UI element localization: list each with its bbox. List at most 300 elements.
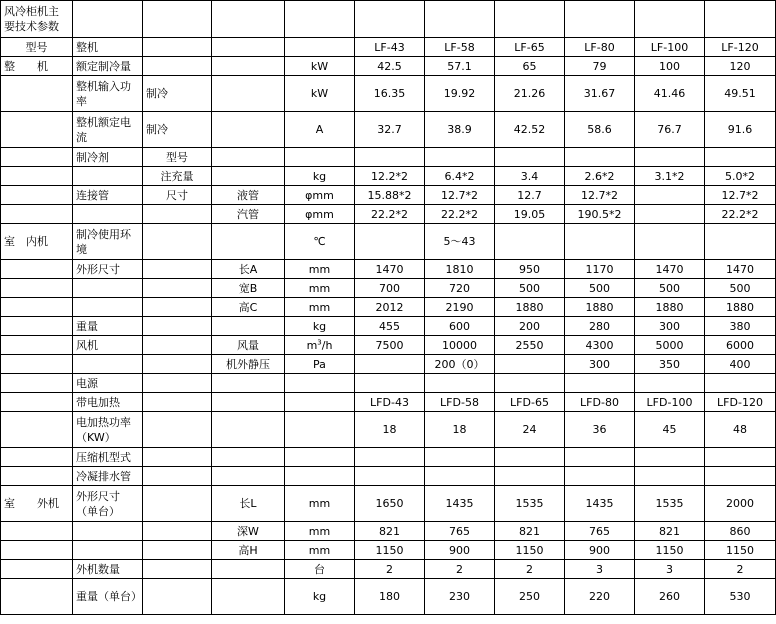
cell-sub-item [143,317,212,336]
cell-section [1,467,73,486]
cell-section [1,448,73,467]
cell-lf-43 [355,148,425,167]
cell-lf-100: LF-100 [635,38,705,57]
cell-lf-100 [635,205,705,224]
cell-item: 风机 [73,336,143,355]
cell-item: 额定制冷量 [73,57,143,76]
cell-lf-80: 1435 [565,486,635,522]
cell-item [73,522,143,541]
cell-sub-item: 注充量 [143,167,212,186]
cell-lf-58: 38.9 [425,112,495,148]
cell-lf-65 [495,467,565,486]
cell-unit: Pa [285,355,355,374]
cell-lf-120: 48 [705,412,776,448]
cell-sub-item [143,448,212,467]
cell-detail [212,412,285,448]
cell-detail [212,224,285,260]
cell-lf-65: 65 [495,57,565,76]
cell-lf-80 [565,224,635,260]
cell-unit: kg [285,317,355,336]
cell-sub-item [143,38,212,57]
cell-lf-43 [355,224,425,260]
cell-lf-58: 12.7*2 [425,186,495,205]
cell-section: 型号 [1,38,73,57]
cell-section [1,260,73,279]
cell-lf-120: LFD-120 [705,393,776,412]
table-row [1,167,776,186]
table-row [1,76,776,112]
cell-unit: mm [285,260,355,279]
cell-section [1,522,73,541]
cell-detail [212,76,285,112]
cell-lf-58: 1810 [425,260,495,279]
cell-lf-65: 250 [495,579,565,615]
cell-lf-80: 220 [565,579,635,615]
cell-lf-43 [355,355,425,374]
cell-section: 室 内机 [1,224,73,260]
cell-sub-item [143,579,212,615]
cell-detail: 长L [212,486,285,522]
cell-unit [285,374,355,393]
cell-detail: 长A [212,260,285,279]
cell-lf-120: LF-120 [705,38,776,57]
cell-lf-80 [565,1,635,38]
cell-unit: mm [285,522,355,541]
cell-section [1,541,73,560]
table-row [1,467,776,486]
cell-item: 冷凝排水管 [73,467,143,486]
cell-item: 连接管 [73,186,143,205]
cell-item: 重量（单台） [73,579,143,615]
cell-lf-120: 860 [705,522,776,541]
cell-lf-65: 19.05 [495,205,565,224]
cell-sub-item [143,1,212,38]
cell-lf-65: 2550 [495,336,565,355]
cell-section [1,393,73,412]
cell-lf-65: 1880 [495,298,565,317]
cell-section [1,317,73,336]
cell-detail: 宽B [212,279,285,298]
cell-section [1,560,73,579]
cell-detail [212,467,285,486]
cell-lf-100: 500 [635,279,705,298]
cell-lf-80: 900 [565,541,635,560]
cell-lf-58: 200（0） [425,355,495,374]
cell-lf-65 [495,448,565,467]
cell-unit: mm [285,541,355,560]
cell-sub-item [143,467,212,486]
cell-lf-43: 821 [355,522,425,541]
table-row [1,541,776,560]
cell-unit: mm [285,279,355,298]
cell-sub-item [143,522,212,541]
cell-lf-80: 1880 [565,298,635,317]
cell-lf-120: 91.6 [705,112,776,148]
cell-unit: A [285,112,355,148]
cell-lf-80: 280 [565,317,635,336]
cell-unit: φmm [285,186,355,205]
cell-unit [285,467,355,486]
cell-item: 整机输入功率 [73,76,143,112]
cell-lf-100: 45 [635,412,705,448]
cell-detail [212,148,285,167]
cell-lf-43: 1470 [355,260,425,279]
cell-lf-43: 180 [355,579,425,615]
cell-lf-58: 19.92 [425,76,495,112]
cell-item: 重量 [73,317,143,336]
cell-lf-43: 2 [355,560,425,579]
cell-unit [285,148,355,167]
cell-item [73,355,143,374]
cell-detail [212,393,285,412]
cell-lf-80: 4300 [565,336,635,355]
cell-sub-item [143,486,212,522]
cell-unit [285,412,355,448]
cell-lf-58 [425,448,495,467]
cell-lf-100: 3 [635,560,705,579]
cell-lf-58: 57.1 [425,57,495,76]
cell-lf-65: 3.4 [495,167,565,186]
cell-detail: 液管 [212,186,285,205]
cell-lf-65: 200 [495,317,565,336]
cell-lf-65: 821 [495,522,565,541]
cell-lf-100: 76.7 [635,112,705,148]
cell-detail [212,560,285,579]
cell-lf-58: 18 [425,412,495,448]
cell-lf-43: 1650 [355,486,425,522]
table-row [1,1,776,38]
cell-section [1,167,73,186]
cell-lf-58 [425,467,495,486]
table-row [1,355,776,374]
cell-detail: 高H [212,541,285,560]
cell-item: 制冷剂 [73,148,143,167]
cell-detail: 风量 [212,336,285,355]
cell-lf-120: 1150 [705,541,776,560]
cell-lf-80: 765 [565,522,635,541]
table-row [1,522,776,541]
cell-lf-80: 31.67 [565,76,635,112]
cell-lf-100: 41.46 [635,76,705,112]
cell-sub-item [143,224,212,260]
cell-lf-65: 500 [495,279,565,298]
cell-lf-43: 42.5 [355,57,425,76]
table-row [1,298,776,317]
cell-lf-80: LFD-80 [565,393,635,412]
cell-lf-43: LF-43 [355,38,425,57]
table-row [1,148,776,167]
cell-unit: kg [285,167,355,186]
table-row [1,560,776,579]
cell-lf-100 [635,448,705,467]
cell-lf-43: 455 [355,317,425,336]
cell-detail: 机外静压 [212,355,285,374]
cell-lf-65 [495,1,565,38]
cell-detail [212,579,285,615]
cell-lf-65: 21.26 [495,76,565,112]
cell-lf-65: 2 [495,560,565,579]
table-row [1,579,776,615]
table-row [1,186,776,205]
cell-lf-80: 300 [565,355,635,374]
cell-unit [285,38,355,57]
table-row [1,57,776,76]
cell-lf-80: 79 [565,57,635,76]
cell-lf-100: 300 [635,317,705,336]
cell-sub-item: 制冷 [143,112,212,148]
cell-lf-58 [425,1,495,38]
cell-lf-80 [565,148,635,167]
cell-lf-65 [495,374,565,393]
cell-section: 风冷柜机主要技术参数 [1,1,73,38]
cell-lf-80: 3 [565,560,635,579]
cell-lf-120: 5.0*2 [705,167,776,186]
cell-lf-65: 1150 [495,541,565,560]
cell-lf-120 [705,448,776,467]
cell-lf-80 [565,467,635,486]
cell-sub-item [143,336,212,355]
cell-lf-58: 2 [425,560,495,579]
cell-lf-65: 24 [495,412,565,448]
cell-lf-43: 22.2*2 [355,205,425,224]
cell-section: 整 机 [1,57,73,76]
cell-unit: $m^3/h$ [285,336,355,355]
cell-detail [212,167,285,186]
cell-section [1,579,73,615]
cell-lf-100 [635,148,705,167]
table-row [1,279,776,298]
cell-section [1,112,73,148]
cell-lf-65: LFD-65 [495,393,565,412]
cell-lf-43: 1150 [355,541,425,560]
cell-lf-65: LF-65 [495,38,565,57]
cell-section [1,374,73,393]
cell-unit: φmm [285,205,355,224]
cell-lf-100: 1880 [635,298,705,317]
cell-lf-43 [355,467,425,486]
cell-item [73,541,143,560]
cell-lf-58: 720 [425,279,495,298]
cell-sub-item [143,279,212,298]
cell-lf-120 [705,467,776,486]
cell-unit [285,448,355,467]
cell-lf-58: 600 [425,317,495,336]
cell-lf-120: 400 [705,355,776,374]
cell-lf-100: LFD-100 [635,393,705,412]
cell-lf-58 [425,148,495,167]
cell-lf-58 [425,374,495,393]
cell-lf-100: 100 [635,57,705,76]
cell-item: 压缩机型式 [73,448,143,467]
cell-item: 整机额定电流 [73,112,143,148]
cell-item: 电加热功率（KW） [73,412,143,448]
cell-lf-80: 36 [565,412,635,448]
cell-lf-80: LF-80 [565,38,635,57]
cell-lf-80 [565,448,635,467]
cell-lf-65 [495,148,565,167]
cell-lf-120: 530 [705,579,776,615]
cell-sub-item [143,298,212,317]
cell-lf-80: 1170 [565,260,635,279]
cell-item: 外机数量 [73,560,143,579]
cell-unit: kg [285,579,355,615]
cell-item [73,167,143,186]
cell-detail: 深W [212,522,285,541]
cell-lf-58: LFD-58 [425,393,495,412]
cell-detail [212,317,285,336]
cell-detail [212,38,285,57]
cell-detail [212,57,285,76]
cell-unit [285,1,355,38]
cell-lf-58: 900 [425,541,495,560]
cell-item: 带电加热 [73,393,143,412]
cell-lf-43 [355,448,425,467]
cell-unit: 台 [285,560,355,579]
cell-section: 室 外机 [1,486,73,522]
table-row [1,205,776,224]
cell-section [1,186,73,205]
cell-lf-120: 6000 [705,336,776,355]
cell-lf-100: 350 [635,355,705,374]
cell-lf-100: 3.1*2 [635,167,705,186]
table-row [1,38,776,57]
cell-lf-43: 18 [355,412,425,448]
cell-sub-item [143,374,212,393]
table-row [1,112,776,148]
cell-lf-120: 120 [705,57,776,76]
cell-unit: ℃ [285,224,355,260]
cell-lf-100: 821 [635,522,705,541]
table-row [1,486,776,522]
cell-lf-65 [495,355,565,374]
cell-item: 电源 [73,374,143,393]
cell-lf-120: 49.51 [705,76,776,112]
cell-section [1,355,73,374]
cell-sub-item: 尺寸 [143,186,212,205]
table-row [1,260,776,279]
cell-lf-43: 16.35 [355,76,425,112]
cell-item [73,205,143,224]
cell-lf-58: 1435 [425,486,495,522]
table-row [1,317,776,336]
cell-lf-58: 230 [425,579,495,615]
cell-sub-item [143,560,212,579]
cell-item [73,1,143,38]
cell-unit: kW [285,57,355,76]
cell-sub-item: 制冷 [143,76,212,112]
cell-lf-120: 380 [705,317,776,336]
spec-table-body [1,1,776,615]
cell-lf-43: LFD-43 [355,393,425,412]
cell-lf-120: 1470 [705,260,776,279]
cell-lf-43: 2012 [355,298,425,317]
cell-section [1,76,73,112]
cell-lf-43: 15.88*2 [355,186,425,205]
cell-lf-100 [635,374,705,393]
cell-lf-120: 2000 [705,486,776,522]
cell-lf-43 [355,1,425,38]
cell-section [1,412,73,448]
cell-item: 整机 [73,38,143,57]
table-row [1,393,776,412]
cell-sub-item [143,412,212,448]
cell-lf-120: 2 [705,560,776,579]
cell-detail [212,112,285,148]
cell-lf-65: 12.7 [495,186,565,205]
cell-lf-120 [705,224,776,260]
cell-lf-58: LF-58 [425,38,495,57]
cell-lf-100: 1150 [635,541,705,560]
cell-lf-80: 58.6 [565,112,635,148]
cell-lf-100 [635,1,705,38]
cell-lf-100 [635,186,705,205]
cell-sub-item [143,355,212,374]
cell-item: 外形尺寸（单台） [73,486,143,522]
cell-lf-65: 950 [495,260,565,279]
cell-detail: 汽管 [212,205,285,224]
cell-lf-58: 6.4*2 [425,167,495,186]
cell-lf-120: 12.7*2 [705,186,776,205]
cell-lf-58: 5～43 [425,224,495,260]
cell-detail [212,374,285,393]
cell-lf-43: 12.2*2 [355,167,425,186]
cell-item [73,279,143,298]
cell-sub-item [143,541,212,560]
cell-detail: 高C [212,298,285,317]
cell-lf-120 [705,148,776,167]
cell-lf-120: 500 [705,279,776,298]
cell-lf-80: 500 [565,279,635,298]
cell-lf-120: 22.2*2 [705,205,776,224]
table-row [1,224,776,260]
cell-lf-65: 42.52 [495,112,565,148]
cell-item: 外形尺寸 [73,260,143,279]
cell-lf-65: 1535 [495,486,565,522]
cell-lf-43: 32.7 [355,112,425,148]
cell-lf-100 [635,467,705,486]
cell-sub-item [143,205,212,224]
cell-section [1,205,73,224]
table-row [1,448,776,467]
cell-detail [212,448,285,467]
cell-unit: mm [285,298,355,317]
table-row [1,336,776,355]
cell-lf-80: 2.6*2 [565,167,635,186]
cell-sub-item [143,393,212,412]
cell-unit: kW [285,76,355,112]
cell-lf-80 [565,374,635,393]
table-row [1,412,776,448]
cell-lf-58: 22.2*2 [425,205,495,224]
cell-lf-58: 2190 [425,298,495,317]
cell-lf-120: 1880 [705,298,776,317]
cell-sub-item [143,260,212,279]
cell-detail [212,1,285,38]
cell-lf-100: 1470 [635,260,705,279]
cell-lf-100: 260 [635,579,705,615]
cell-section [1,336,73,355]
cell-section [1,298,73,317]
cell-lf-65 [495,224,565,260]
cell-lf-80: 190.5*2 [565,205,635,224]
cell-lf-43: 700 [355,279,425,298]
cell-lf-80: 12.7*2 [565,186,635,205]
cell-lf-100: 1535 [635,486,705,522]
table-row [1,374,776,393]
cell-item: 制冷使用环境 [73,224,143,260]
cell-item [73,298,143,317]
cell-lf-43: 7500 [355,336,425,355]
